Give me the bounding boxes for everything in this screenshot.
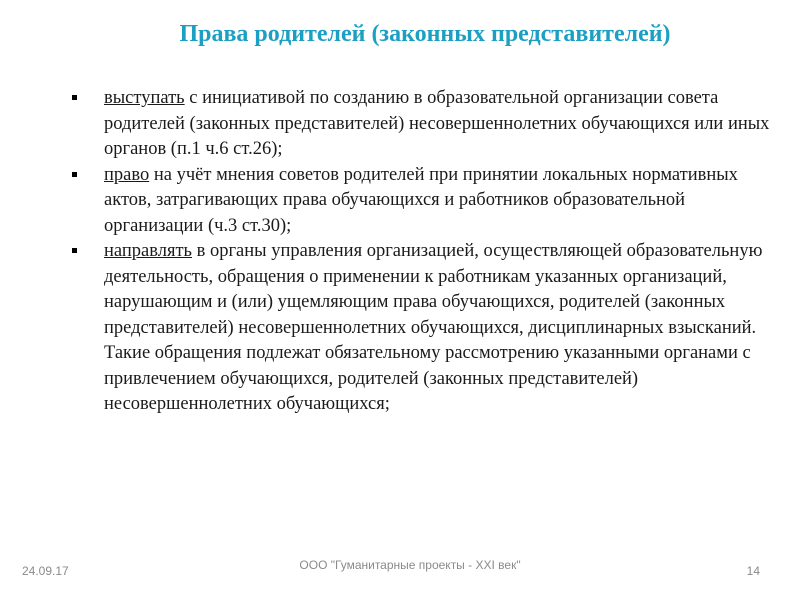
- slide-title: Права родителей (законных представителей): [179, 21, 671, 47]
- bullet-text: на учёт мнения советов родителей при принятии локальных нормативных актов, затрагивающих права обучающихся и работников образовательной организации (ч.3 ст.30);: [104, 164, 738, 236]
- square-bullet-icon: [72, 95, 77, 100]
- bullet-text: в органы управления организацией, осуществляющей образовательную деятельность, обращения о применении к работникам указанных организаций, нарушающим и (или) ущемляющим права обучающихся, родителей (законных представителей) несовершеннолетних обучающихся, дисциплинарных взысканий. Такие обращения подлежат обязательному рассмотрению указанными органами с привлечением обучающихся, родителей (законных представителей) несовершеннолетних обучающихся;: [104, 241, 763, 414]
- footer-organization: ООО "Гуманитарные проекты - XXI век": [299, 558, 521, 572]
- square-bullet-icon: [72, 248, 77, 253]
- bullet-item: [72, 163, 772, 240]
- footer-date: 24.09.17: [22, 564, 69, 578]
- bullet-list: [72, 86, 772, 418]
- square-bullet-icon: [72, 172, 77, 177]
- bullet-keyword: направлять: [104, 241, 192, 261]
- bullet-item: [72, 86, 772, 163]
- bullet-keyword: выступать: [104, 88, 185, 108]
- bullet-text: с инициативой по созданию в образовательной организации совета родителей (законных представителей) несовершеннолетних обучающихся или иных органов (п.1 ч.6 ст.26);: [104, 88, 770, 159]
- bullet-item: [72, 239, 772, 418]
- bullet-keyword: право: [104, 164, 150, 185]
- footer-page-number: 14: [746, 564, 760, 578]
